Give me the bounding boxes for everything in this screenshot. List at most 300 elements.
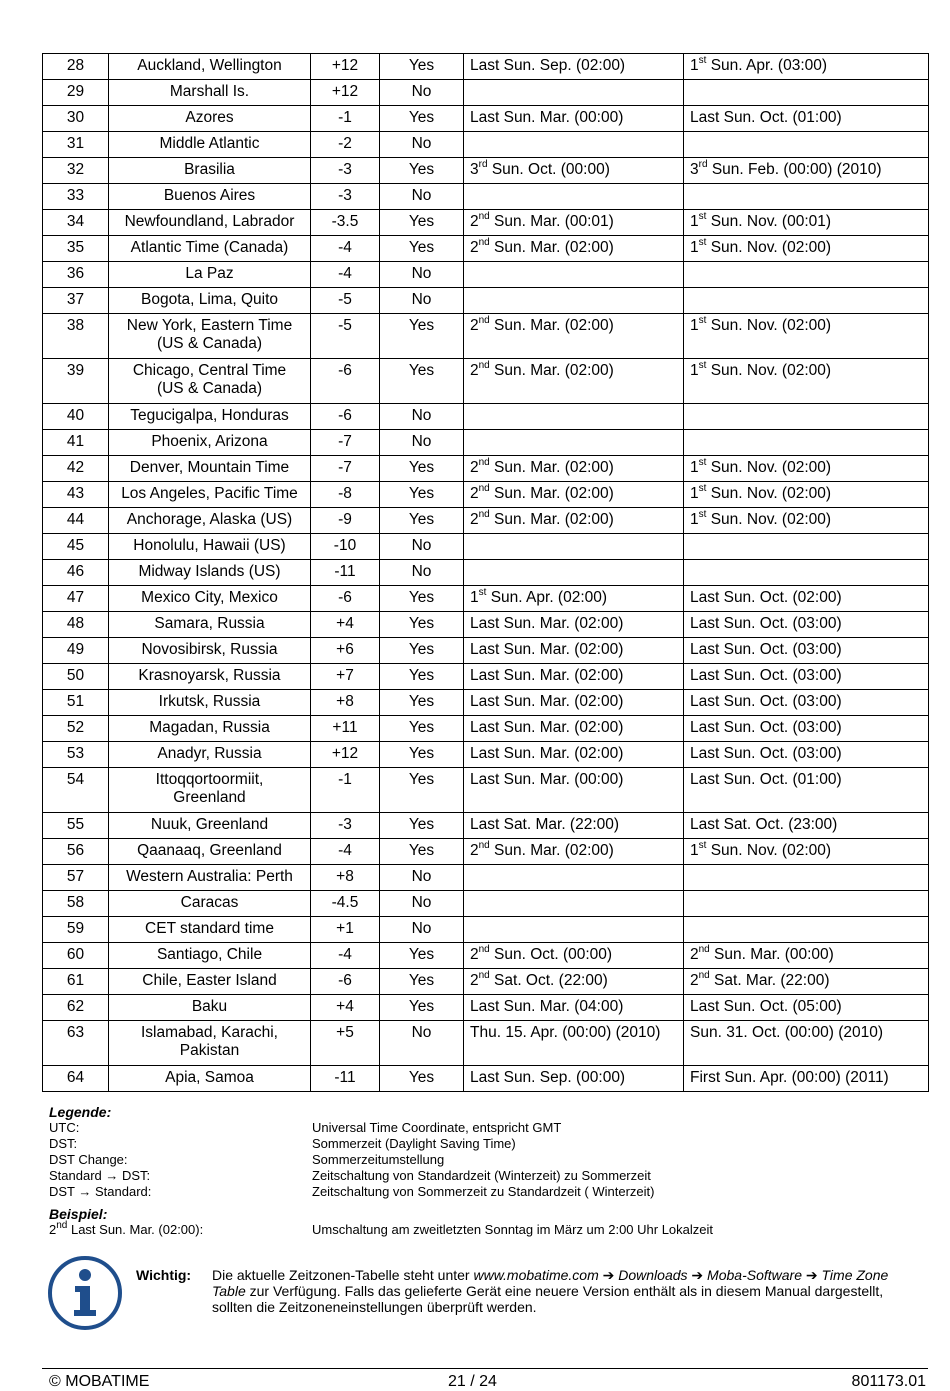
utc-offset-cell: -4 [311,262,380,288]
dst-end-cell-pre: 1 [690,57,699,74]
zone-number-cell: 40 [43,404,109,430]
zone-number-cell: 51 [43,690,109,716]
dst-cell: No [380,430,464,456]
zone-number-cell: 29 [43,80,109,106]
utc-offset-cell: -11 [311,1066,380,1092]
table-row [43,314,929,359]
table-row [43,839,929,865]
dst-end-cell-pre: 1 [690,511,699,528]
dst-start-cell [464,1021,684,1066]
utc-offset-cell: -3.5 [311,210,380,236]
dst-start-cell-sup: nd [478,314,490,326]
table-row [43,690,929,716]
zone-number-cell: 55 [43,813,109,839]
table-row [43,768,929,813]
dst-end-cell-txt: Sun. 31. Oct. (00:00) (2010) [690,1024,883,1041]
info-icon [47,1255,123,1331]
dst-end-cell-txt: Sun. Mar. (00:00) [709,946,834,963]
dst-start-cell [464,560,684,586]
zone-number-cell: 46 [43,560,109,586]
table-row [43,288,929,314]
dst-end-cell-pre: 3 [690,161,699,178]
zone-number-cell: 64 [43,1066,109,1092]
dst-start-cell-txt: Last Sun. Mar. (00:00) [470,109,624,126]
city-line: Apia, Samoa [165,1069,254,1086]
utc-offset-cell: +8 [311,690,380,716]
city-line: (US & Canada) [156,380,263,397]
legend-key: DST → Standard: [49,1184,152,1199]
dst-end-cell-txt: Last Sun. Oct. (03:00) [690,667,842,684]
city-cell [109,534,311,560]
zone-number-cell: 35 [43,236,109,262]
city-cell [109,430,311,456]
dst-start-cell-sup: nd [478,508,490,520]
dst-start-cell-pre: 2 [470,946,479,963]
city-line: Baku [191,998,228,1015]
utc-offset-cell: -5 [311,288,380,314]
legend-row [49,1136,909,1152]
legend-key: DST Change: [49,1152,128,1167]
dst-start-cell [464,80,684,106]
dst-start-cell-txt: Sun. Oct. (00:00) [487,161,610,178]
dst-end-cell-txt: Last Sun. Oct. (02:00) [690,589,842,606]
utc-offset-cell: -6 [311,359,380,404]
city-line: Qaanaaq, Greenland [137,842,282,859]
utc-offset-cell: -6 [311,404,380,430]
city-cell [109,1066,311,1092]
dst-end-cell-txt: Last Sun. Oct. (01:00) [690,109,842,126]
dst-start-cell [464,586,684,612]
city-cell [109,184,311,210]
city-line: Anadyr, Russia [157,745,262,762]
city-cell [109,768,311,813]
zone-number-cell: 39 [43,359,109,404]
zone-number-cell: 30 [43,106,109,132]
legend-row [49,1184,909,1200]
city-line: Nuuk, Greenland [150,816,269,833]
city-cell [109,404,311,430]
utc-offset-cell: -3 [311,184,380,210]
table-row [43,359,929,404]
dst-cell: Yes [380,839,464,865]
dst-start-cell [464,943,684,969]
city-line: Krasnoyarsk, Russia [138,667,281,684]
city-line: Greenland [173,789,246,806]
utc-offset-cell: -4 [311,236,380,262]
city-line: New York, Eastern Time [126,317,293,334]
dst-end-cell [684,1066,929,1092]
table-row [43,404,929,430]
city-cell [109,236,311,262]
city-cell [109,314,311,359]
dst-end-cell [684,690,929,716]
zone-number-cell: 58 [43,891,109,917]
table-row [43,995,929,1021]
dst-start-cell-txt: Sun. Mar. (02:00) [489,239,614,256]
dst-cell: No [380,891,464,917]
city-line: (US & Canada) [156,335,263,352]
table-row [43,742,929,768]
city-line: Chile, Easter Island [142,972,277,989]
legend [49,1104,909,1238]
dst-start-cell-pre: 2 [470,842,479,859]
zone-number-cell: 54 [43,768,109,813]
dst-start-cell-txt: Thu. 15. Apr. (00:00) (2010) [470,1024,661,1041]
table-row [43,430,929,456]
dst-start-cell [464,742,684,768]
dst-cell: Yes [380,236,464,262]
city-cell [109,690,311,716]
dst-start-cell-sup: nd [478,839,490,851]
utc-offset-cell: -4.5 [311,891,380,917]
dst-end-cell [684,813,929,839]
utc-offset-cell: +1 [311,917,380,943]
city-line: Islamabad, Karachi, [141,1024,278,1041]
table-row [43,80,929,106]
dst-start-cell-txt: Last Sun. Mar. (00:00) [470,771,624,788]
city-cell [109,969,311,995]
utc-offset-cell: -3 [311,813,380,839]
dst-start-cell-sup: nd [478,943,490,955]
dst-end-cell [684,612,929,638]
utc-offset-cell: -7 [311,430,380,456]
dst-cell: Yes [380,456,464,482]
legend-row [49,1120,909,1136]
example-row [49,1219,909,1238]
dst-end-cell-txt: Sat. Mar. (22:00) [709,972,830,989]
zone-number-cell: 45 [43,534,109,560]
zone-number-cell: 59 [43,917,109,943]
table-row [43,917,929,943]
footer-page-number: 21 / 24 [448,1373,497,1390]
table-row [43,236,929,262]
dst-end-cell [684,1021,929,1066]
dst-cell: Yes [380,995,464,1021]
city-line: CET standard time [145,920,274,937]
table-row [43,865,929,891]
dst-end-cell [684,430,929,456]
dst-start-cell-sup: nd [478,969,490,981]
dst-end-cell-sup: rd [698,158,708,170]
dst-end-cell-txt: Last Sun. Oct. (01:00) [690,771,842,788]
utc-offset-cell: -2 [311,132,380,158]
city-line: Tegucigalpa, Honduras [130,407,289,424]
city-cell [109,716,311,742]
utc-offset-cell: -3 [311,158,380,184]
info-url[interactable]: www.mobatime.com [473,1267,599,1283]
dst-start-cell-txt: Sat. Oct. (22:00) [489,972,608,989]
city-cell [109,288,311,314]
dst-end-cell [684,210,929,236]
dst-end-cell-sup: st [698,482,707,494]
zone-number-cell: 37 [43,288,109,314]
utc-offset-cell: -4 [311,943,380,969]
legend-key: UTC: [49,1120,80,1135]
dst-cell: Yes [380,813,464,839]
zone-number-cell: 63 [43,1021,109,1066]
dst-end-cell [684,482,929,508]
city-line: Brasilia [184,161,235,178]
dst-end-cell-pre: 1 [690,239,699,256]
city-cell [109,132,311,158]
city-cell [109,995,311,1021]
dst-end-cell-pre: 1 [690,362,699,379]
city-cell [109,865,311,891]
zone-number-cell: 62 [43,995,109,1021]
dst-end-cell [684,359,929,404]
dst-start-cell [464,969,684,995]
legend-value: Sommerzeitumstellung [312,1152,445,1167]
table-row [43,943,929,969]
dst-cell: Yes [380,106,464,132]
city-cell [109,106,311,132]
zone-number-cell: 57 [43,865,109,891]
city-line: Western Australia: Perth [126,868,293,885]
dst-end-cell-pre: 1 [690,459,699,476]
dst-end-cell-txt: First Sun. Apr. (00:00) (2011) [690,1069,889,1086]
timezone-table [42,53,929,1092]
dst-start-cell [464,54,684,80]
dst-start-cell-sup: nd [478,236,490,248]
dst-start-cell [464,917,684,943]
city-cell [109,54,311,80]
city-line: Bogota, Lima, Quito [141,291,278,308]
dst-end-cell [684,664,929,690]
dst-start-cell [464,184,684,210]
dst-start-cell-txt: Sun. Mar. (02:00) [489,842,614,859]
table-row [43,638,929,664]
dst-end-cell-sup: st [698,359,707,371]
dst-end-cell-txt: Sun. Nov. (02:00) [706,511,832,528]
dst-end-cell [684,995,929,1021]
dst-start-cell [464,1066,684,1092]
city-line: Novosibirsk, Russia [141,641,278,658]
dst-end-cell-txt: Last Sat. Oct. (23:00) [690,816,838,833]
dst-cell: Yes [380,359,464,404]
dst-start-cell-pre: 2 [470,239,479,256]
dst-end-cell [684,132,929,158]
dst-end-cell-txt: Sun. Apr. (03:00) [706,57,828,74]
city-line: Magadan, Russia [149,719,270,736]
dst-start-cell [464,430,684,456]
utc-offset-cell: +8 [311,865,380,891]
utc-offset-cell: +12 [311,742,380,768]
utc-offset-cell: +7 [311,664,380,690]
dst-end-cell-sup: st [698,839,707,851]
city-cell [109,917,311,943]
example-value: Umschaltung am zweitletzten Sonntag im März um 2:00 Uhr Lokalzeit [312,1222,714,1237]
dst-start-cell [464,891,684,917]
dst-start-cell-pre: 2 [470,362,479,379]
footer-doc-number: 801173.01 [851,1373,926,1390]
city-cell [109,1021,311,1066]
utc-offset-cell: -4 [311,839,380,865]
dst-end-cell [684,865,929,891]
dst-end-cell-pre: 1 [690,213,699,230]
city-line: Azores [185,109,234,126]
dst-end-cell [684,158,929,184]
dst-end-cell-sup: st [698,456,707,468]
dst-cell: Yes [380,586,464,612]
utc-offset-cell: -10 [311,534,380,560]
dst-end-cell [684,839,929,865]
dst-end-cell-pre: 2 [690,972,699,989]
dst-start-cell-txt: Last Sun. Sep. (02:00) [470,57,626,74]
dst-start-cell-txt: Last Sat. Mar. (22:00) [470,816,620,833]
city-cell [109,839,311,865]
dst-start-cell-pre: 2 [470,485,479,502]
dst-start-cell [464,508,684,534]
dst-start-cell-pre: 2 [470,459,479,476]
dst-start-cell [464,612,684,638]
dst-end-cell-sup: st [698,210,707,222]
dst-start-cell [464,314,684,359]
dst-end-cell-sup: st [698,508,707,520]
zone-number-cell: 47 [43,586,109,612]
zone-number-cell: 53 [43,742,109,768]
city-line: Pakistan [179,1042,240,1059]
table-row [43,560,929,586]
dst-start-cell-txt: Last Sun. Mar. (04:00) [470,998,624,1015]
legend-title: Legende: [49,1104,112,1120]
zone-number-cell: 50 [43,664,109,690]
dst-start-cell [464,236,684,262]
table-row [43,132,929,158]
utc-offset-cell: +12 [311,80,380,106]
dst-start-cell-sup: nd [478,359,490,371]
dst-start-cell [464,262,684,288]
zone-number-cell: 61 [43,969,109,995]
zone-number-cell: 44 [43,508,109,534]
dst-cell: No [380,917,464,943]
city-line: Los Angeles, Pacific Time [121,485,298,502]
dst-end-cell-txt: Last Sun. Oct. (03:00) [690,641,842,658]
info-text: Die aktuelle Zeitzonen-Tabelle steht unter www.mobatime.com ➔ Downloads ➔ Moba-Software ➔ Time Zone Table zur Verfügung. Falls das gelieferte Gerät eine neuere Version enthält als in diesem Manual dargestellt, sollten die Zeitzoneneinstellungen überprüft werden. [212,1267,889,1315]
city-cell [109,586,311,612]
city-line: Phoenix, Arizona [151,433,268,450]
city-line: Midway Islands (US) [138,563,281,580]
table-row [43,184,929,210]
dst-cell: Yes [380,210,464,236]
dst-end-cell [684,586,929,612]
dst-cell: No [380,184,464,210]
dst-start-cell [464,210,684,236]
city-cell [109,210,311,236]
dst-start-cell-txt: Last Sun. Sep. (00:00) [470,1069,626,1086]
example-title: Beispiel: [49,1206,108,1222]
dst-cell: No [380,132,464,158]
dst-cell: Yes [380,690,464,716]
legend-row [49,1168,909,1184]
city-line: Santiago, Chile [156,946,263,963]
dst-cell: No [380,80,464,106]
city-line: Chicago, Central Time [132,362,287,379]
dst-start-cell-pre: 3 [470,161,479,178]
city-cell [109,508,311,534]
dst-start-cell-pre: 1 [470,589,479,606]
dst-end-cell [684,80,929,106]
city-cell [109,891,311,917]
utc-offset-cell: -7 [311,456,380,482]
city-cell [109,456,311,482]
dst-start-cell [464,638,684,664]
dst-start-cell [464,359,684,404]
utc-offset-cell: -9 [311,508,380,534]
dst-start-cell [464,482,684,508]
utc-offset-cell: -6 [311,586,380,612]
dst-start-cell [464,456,684,482]
table-row [43,969,929,995]
utc-offset-cell: +6 [311,638,380,664]
example-ordinal-suffix: nd [56,1219,68,1231]
dst-start-cell-txt: Last Sun. Mar. (02:00) [470,667,624,684]
dst-start-cell [464,132,684,158]
legend-row [49,1152,909,1168]
city-line: Newfoundland, Labrador [124,213,295,230]
table-row [43,482,929,508]
legend-key: Standard → DST: [49,1168,151,1183]
zone-number-cell: 28 [43,54,109,80]
dst-cell: Yes [380,1066,464,1092]
dst-start-cell-txt: Sun. Apr. (02:00) [486,589,608,606]
dst-cell: Yes [380,943,464,969]
dst-start-cell-sup: nd [478,210,490,222]
dst-start-cell-txt: Sun. Mar. (00:01) [489,213,614,230]
dst-start-cell-sup: nd [478,456,490,468]
table-row [43,262,929,288]
dst-end-cell-txt: Sun. Nov. (02:00) [706,842,832,859]
zone-number-cell: 31 [43,132,109,158]
zone-number-cell: 34 [43,210,109,236]
legend-value: Universal Time Coordinate, entspricht GMT [312,1120,562,1135]
dst-end-cell-pre: 1 [690,842,699,859]
city-cell [109,80,311,106]
utc-offset-cell: -11 [311,560,380,586]
info-box [47,1255,927,1335]
info-label: Wichtig: [136,1267,192,1283]
dst-start-cell-pre: 2 [470,213,479,230]
city-cell [109,664,311,690]
table-row [43,534,929,560]
utc-offset-cell: +4 [311,995,380,1021]
dst-cell: Yes [380,482,464,508]
dst-start-cell-sup: st [478,586,487,598]
dst-end-cell [684,943,929,969]
dst-cell: No [380,865,464,891]
table-row [43,1021,929,1066]
dst-end-cell-txt: Sun. Nov. (00:01) [706,213,832,230]
zone-number-cell: 38 [43,314,109,359]
dst-end-cell [684,638,929,664]
city-line: Anchorage, Alaska (US) [126,511,293,528]
city-cell [109,742,311,768]
city-cell [109,612,311,638]
dst-start-cell-sup: nd [478,482,490,494]
dst-start-cell-txt: Last Sun. Mar. (02:00) [470,641,624,658]
city-cell [109,560,311,586]
city-line: Mexico City, Mexico [141,589,278,606]
city-cell [109,482,311,508]
zone-number-cell: 36 [43,262,109,288]
dst-end-cell-sup: st [698,236,707,248]
dst-start-cell [464,813,684,839]
legend-value: Zeitschaltung von Standardzeit (Winterzeit) zu Sommerzeit [312,1168,651,1183]
city-cell [109,638,311,664]
dst-start-cell-txt: Sun. Mar. (02:00) [489,362,614,379]
city-cell [109,158,311,184]
table-row [43,612,929,638]
table-row [43,716,929,742]
